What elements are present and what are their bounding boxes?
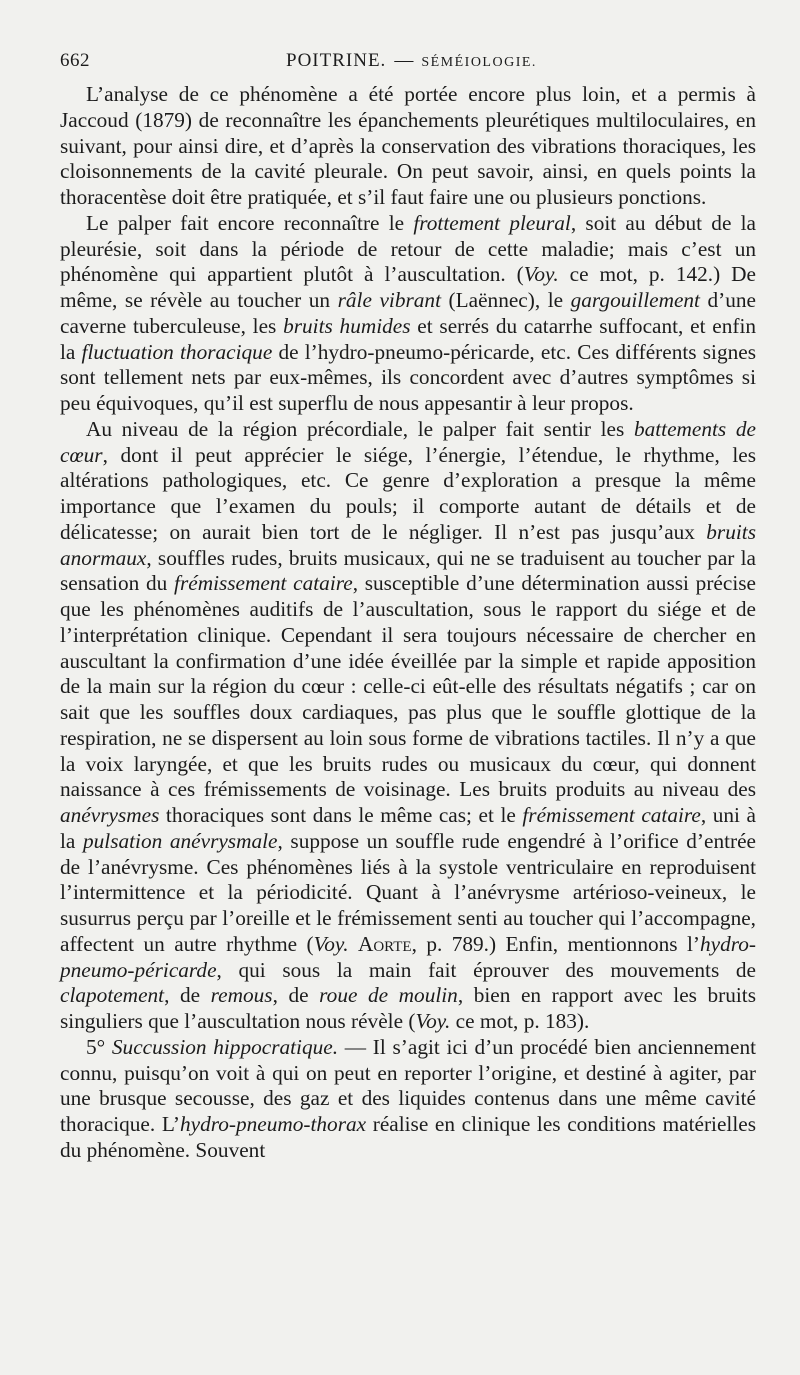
text-run: , suppose un souffle rude engendré à l’orifice d’entrée de l’anévrysme. Ces phénomènes liés à la systole ventriculaire en reproduisent l’intermittence et la périodicité. Quant à l’anévrysme artérioso-veineux, le susurrus perçu par l’oreille et le frémissement senti au toucher qui l’accompagne, affectent un autre rhythme ( — [60, 828, 757, 956]
italic-term: battements de cœur — [60, 416, 756, 467]
text-run: Au niveau de la région précordiale, le palper fait sentir les — [86, 416, 634, 441]
text-run: et serrés du catarrhe suffocant, et enfin la — [60, 313, 757, 364]
text-run: (Laënnec), le — [441, 288, 571, 312]
italic-term: hydro-pneumo-péricarde — [60, 931, 756, 982]
text-run: , dont il peut apprécier le siége, l’énergie, l’étendue, le rhythme, les altérations pathologiques, etc. Ce genre d’exploration a presque la même importance que l’examen du pouls; il comporte autant de détails et de délicatesse; on aurait bien tort de le négliger. Il n’est pas jusqu’aux — [60, 442, 756, 544]
italic-term: Voy. — [523, 262, 559, 287]
italic-term: Voy. — [415, 1009, 451, 1033]
body-text — [60, 82, 756, 1164]
text-run: , soit au début de la pleurésie, soit dans la période de retour de cette maladie; mais c’est un phénomène qui appartient plutôt à l’auscultation. ( — [60, 210, 757, 287]
paragraph — [60, 211, 756, 417]
text-run: , susceptible d’une détermination aussi précise que les phénomènes auditifs de l’auscultation, sous le rapport du siége et de l’interprétation clinique. Cependant il sera toujours nécessaire de chercher en auscultant la confirmation d’une idée éveillée par la simple et rapide apposition de la main sur la région du cœur : celle-ci eût-elle des résultats négatifs ; car on sait que les souffles doux cardiaques, pas plus que le souffle glottique de la respiration, ne se dispersent au loin sous forme de vibrations tactiles. Il n’y a que la voix laryngée, et que les bruits rudes ou musicaux du cœur, qui donnent naissance à ces frémissements de voisinage. Les bruits produits au niveau des — [60, 571, 756, 802]
italic-term: frottement pleural — [413, 210, 571, 235]
paragraph — [60, 417, 756, 1035]
text-run: d’une caverne tuberculeuse, les — [60, 288, 756, 338]
italic-term: râle vibrant — [337, 288, 441, 312]
paragraph — [60, 1035, 756, 1164]
running-header — [60, 48, 756, 76]
italic-term: gargouillement — [570, 288, 700, 312]
text-run: , p. 789.) Enfin, mentionnons l’ — [411, 931, 700, 956]
italic-term: frémissement cataire — [174, 571, 353, 596]
text-run: ce mot, p. 142.) De même, se révèle au toucher un — [60, 262, 756, 312]
text-run: , bien en rapport avec les bruits singuliers que l’auscultation nous révèle ( — [60, 983, 757, 1033]
italic-term: pulsation anévrysmale — [82, 828, 278, 853]
italic-term: frémissement cataire — [522, 803, 701, 827]
running-subtitle: SÉMÉIOLOGIE. — [421, 55, 537, 70]
text-run: , de — [272, 983, 320, 1008]
header-separator: — — [394, 50, 414, 71]
text-run: , souffles rudes, bruits musicaux, qui ne se traduisent au toucher par la sensation du — [60, 545, 756, 596]
running-title: POITRINE. — [286, 50, 387, 71]
italic-term: clapotement — [60, 983, 165, 1008]
text-run: de l’hydro-pneumo-péricarde, etc. Ces différents signes sont tellement nets par eux-mêmes, ils concordent avec d’autres symptômes si peu équivoques, qu’il est superflu de nous appesantir à leur propos. — [60, 339, 756, 415]
text-run: ce mot, p. 183). — [450, 1009, 590, 1033]
text-run: L’analyse de ce phénomène a été portée encore plus loin, et a permis à Jaccoud (1879) de reconnaître les épanchements pleurétiques multiloculaires, en suivant, pour ainsi dire, et d’après la conservation des vibrations thoraciques, les cloisonnements de la cavité pleurale. On peut savoir, ainsi, en quels points la thoracentèse doit être pratiquée, et s’il faut faire une ou plusieurs ponctions. — [60, 82, 756, 209]
italic-term: hydro-pneumo-thorax — [179, 1112, 367, 1136]
page-number: 662 — [60, 50, 90, 71]
italic-term: Voy. — [313, 931, 349, 956]
text-run: Aorte — [357, 931, 412, 956]
italic-term: bruits humides — [283, 313, 411, 338]
paragraph — [60, 82, 756, 211]
italic-term: bruits anormaux — [60, 519, 756, 570]
italic-term: fluctuation thoracique — [81, 339, 273, 364]
text-run: réalise en clinique les conditions matérielles du phénomène. Souvent — [60, 1112, 756, 1162]
text-run: , uni à la — [60, 803, 756, 853]
text-run: , qui sous la main fait éprouver des mouvements de — [216, 957, 756, 982]
text-run: , de — [164, 983, 211, 1008]
text-run: — Il s’agit ici d’un procédé bien anciennement connu, puisqu’on voit à qui on peut en reporter l’origine, et destiné à agiter, par une brusque secousse, des gaz et des liquides contenus dans une même cavité thoracique. L’ — [60, 1034, 757, 1136]
text-run — [349, 932, 358, 956]
text-run: 5° — [86, 1034, 112, 1059]
text-run: Le palper fait encore reconnaître le — [86, 210, 414, 235]
italic-term: roue de moulin — [319, 983, 458, 1008]
italic-term: Succussion hippocratique. — [111, 1034, 339, 1059]
italic-term: anévrysmes — [60, 803, 160, 827]
italic-term: remous — [210, 983, 273, 1008]
text-run: thoraciques sont dans le même cas; et le — [159, 803, 523, 827]
